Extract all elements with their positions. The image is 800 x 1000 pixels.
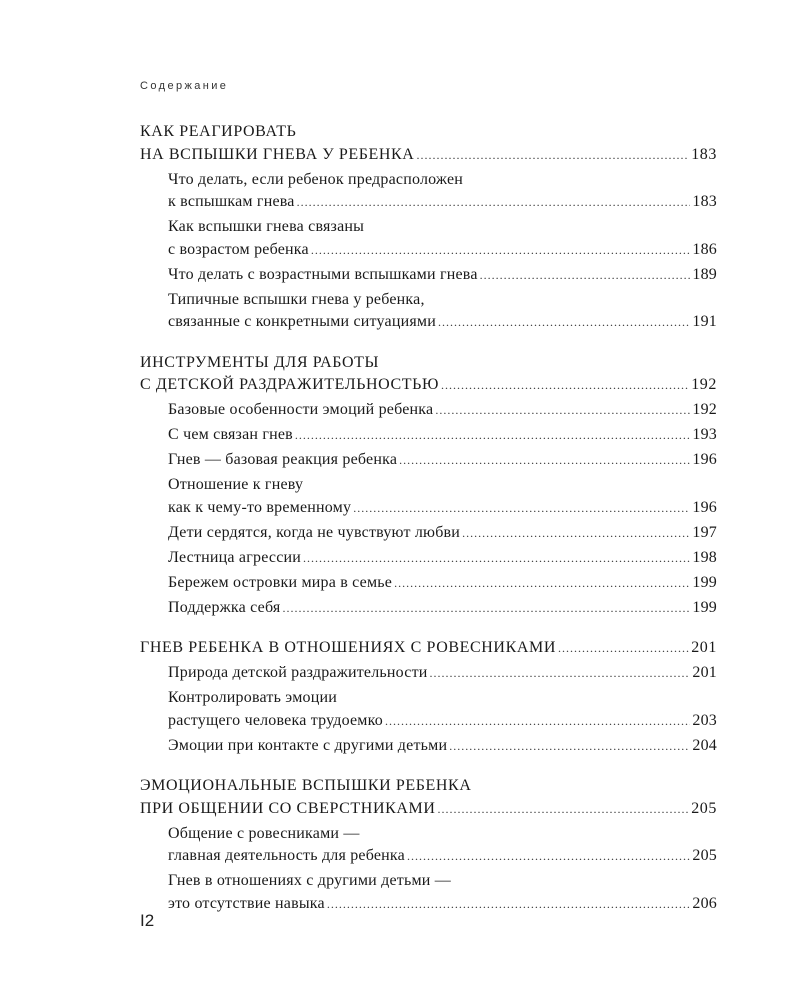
toc-entry[interactable] <box>168 169 717 214</box>
toc-entry[interactable] <box>168 597 717 620</box>
toc-chapter-heading-page-number: 201 <box>691 639 717 656</box>
toc-entry-text: Бережем островки мира в семье <box>168 573 393 591</box>
toc-chapter-heading-text: КАК РЕАГИРОВАТЬ <box>140 123 297 140</box>
toc-entry-text: Как вспышки гнева связаны <box>168 218 365 235</box>
toc-entry-text: Типичные вспышки гнева у ребенка, <box>168 290 425 308</box>
section-spacer <box>140 334 717 352</box>
toc-entry-page-number: 192 <box>692 401 717 418</box>
toc-entry-text: Контролировать эмоции <box>168 689 338 706</box>
dot-leader <box>480 264 691 287</box>
toc-chapter-heading-text: ГНЕВ РЕБЕНКА В ОТНОШЕНИЯХ С РОВЕСНИКАМИ <box>140 639 556 656</box>
toc-entry[interactable] <box>168 424 717 447</box>
toc-entry-text: С чем связан гнев <box>168 426 293 443</box>
toc-section <box>140 121 717 334</box>
toc-entry[interactable] <box>168 547 717 570</box>
toc-entry[interactable] <box>168 522 717 545</box>
dot-leader <box>438 798 690 821</box>
toc-chapter-heading[interactable] <box>140 121 717 166</box>
toc-chapter-heading-page-number: 183 <box>691 145 717 163</box>
toc-entry-text: Поддержка себя <box>168 598 281 616</box>
page-number: I2 <box>140 911 155 930</box>
toc-entry-page-number: 196 <box>692 451 717 468</box>
toc-entry-page-number: 198 <box>692 548 717 566</box>
toc-entry-page-number: 204 <box>692 736 717 754</box>
toc-entry-text: главная деятельность для ребенка <box>168 847 405 864</box>
toc-entry-text: Общение с ровесниками — <box>168 824 360 842</box>
toc-chapter-heading-page-number: 192 <box>691 376 717 393</box>
dot-leader <box>441 374 689 397</box>
dot-leader <box>399 449 690 472</box>
toc-entry-text: Что делать с возрастными вспышками гнева <box>168 265 478 283</box>
toc-chapter-heading[interactable] <box>140 637 717 660</box>
toc-entry-page-number: 183 <box>692 193 717 210</box>
dot-leader <box>435 399 690 422</box>
toc-entry-page-number: 191 <box>692 313 717 330</box>
toc-entry-text: Отношение к гневу <box>168 476 304 493</box>
toc-entry-text: растущего человека трудоемко <box>168 711 383 729</box>
toc-chapter-heading-text: С ДЕТСКОЙ РАЗДРАЖИТЕЛЬНОСТЬЮ <box>140 376 440 393</box>
toc-entry[interactable] <box>168 572 717 595</box>
toc-entry-text: связанные с конкретными ситуациями <box>168 313 437 330</box>
toc-entry[interactable] <box>168 289 717 334</box>
toc-entry-page-number: 201 <box>692 664 717 681</box>
toc-section <box>140 352 717 620</box>
dot-leader <box>558 637 689 660</box>
dot-leader <box>416 144 689 167</box>
toc-entry[interactable] <box>168 216 717 261</box>
table-of-contents <box>140 121 717 915</box>
dot-leader <box>449 735 690 758</box>
toc-entry-text: Эмоции при контакте с другими детьми <box>168 736 448 754</box>
dot-leader <box>385 710 690 733</box>
dot-leader <box>311 239 691 262</box>
toc-entry-page-number: 206 <box>692 894 717 912</box>
dot-leader <box>438 311 690 334</box>
toc-entry-text: с возрастом ребенка <box>168 240 309 258</box>
dot-leader <box>303 547 690 570</box>
dot-leader <box>297 191 691 214</box>
toc-entry-text: Гнев в отношениях с другими детьми — <box>168 872 451 889</box>
dot-leader <box>394 572 690 595</box>
toc-entry-text: Базовые особенности эмоций ребенка <box>168 401 434 418</box>
toc-chapter-heading[interactable] <box>140 352 717 397</box>
toc-entry[interactable] <box>168 264 717 287</box>
toc-entry[interactable] <box>168 687 717 732</box>
dot-leader <box>430 662 691 685</box>
toc-chapter-heading-text: ПРИ ОБЩЕНИИ СО СВЕРСТНИКАМИ <box>140 799 436 817</box>
toc-chapter-heading-text: ИНСТРУМЕНТЫ ДЛЯ РАБОТЫ <box>140 353 380 371</box>
dot-leader <box>282 597 690 620</box>
dot-leader <box>462 522 690 545</box>
toc-chapter-heading-page-number: 205 <box>691 799 717 817</box>
toc-entry-page-number: 189 <box>692 265 717 283</box>
toc-entry[interactable] <box>168 870 717 915</box>
toc-entry[interactable] <box>168 735 717 758</box>
toc-entry-text: как к чему-то временному <box>168 498 352 516</box>
toc-entry-text: это отсутствие навыка <box>168 894 325 912</box>
toc-entry-text: Природа детской раздражительности <box>168 664 428 681</box>
toc-chapter-heading-text: НА ВСПЫШКИ ГНЕВА У РЕБЕНКА <box>140 145 415 163</box>
toc-entry-text: Дети сердятся, когда не чувствуют любви <box>168 523 461 541</box>
toc-entry-text: Гнев — базовая реакция ребенка <box>168 451 398 468</box>
dot-leader <box>407 845 690 868</box>
toc-entry[interactable] <box>168 662 717 685</box>
toc-section <box>140 775 717 915</box>
section-spacer <box>140 619 717 637</box>
dot-leader <box>327 893 691 916</box>
toc-entry[interactable] <box>168 449 717 472</box>
toc-entry-page-number: 193 <box>692 426 717 443</box>
toc-entry[interactable] <box>168 474 717 519</box>
toc-entry-page-number: 197 <box>692 523 717 541</box>
toc-entry-page-number: 203 <box>692 711 717 729</box>
dot-leader <box>353 497 690 520</box>
toc-entry-page-number: 186 <box>692 240 717 258</box>
toc-entry-page-number: 196 <box>692 498 717 516</box>
toc-entry-page-number: 199 <box>692 573 717 591</box>
toc-entry-page-number: 205 <box>692 847 717 864</box>
toc-entry-page-number: 199 <box>692 598 717 616</box>
running-head: Содержание <box>140 80 229 92</box>
toc-entry[interactable] <box>168 399 717 422</box>
toc-chapter-heading[interactable] <box>140 775 717 820</box>
toc-entry-text: Лестница агрессии <box>168 548 302 566</box>
toc-entry[interactable] <box>168 823 717 868</box>
section-spacer <box>140 757 717 775</box>
toc-chapter-heading-text: ЭМОЦИОНАЛЬНЫЕ ВСПЫШКИ РЕБЕНКА <box>140 777 472 794</box>
toc-entry-text: Что делать, если ребенок предрасположен <box>168 170 464 188</box>
toc-entry-text: к вспышкам гнева <box>168 193 295 210</box>
dot-leader <box>295 424 690 447</box>
toc-section <box>140 637 717 757</box>
